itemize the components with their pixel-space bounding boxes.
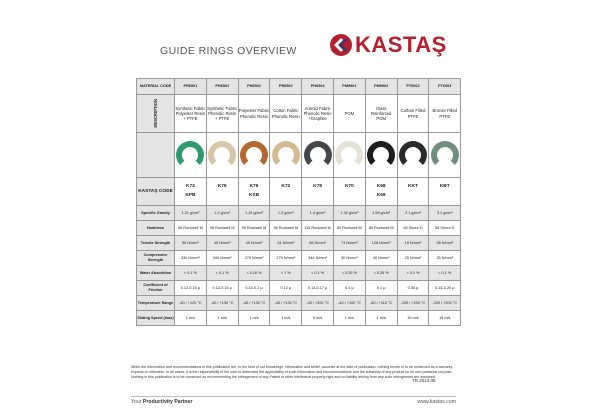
description-cell: Aramid Fabric Phenolic Resin +Graphite [302,95,334,133]
page-title: GUIDE RINGS OVERVIEW [160,45,297,57]
property-value: 1.3 g/cm³ [270,206,302,221]
property-value: 0.12 μ [270,281,302,296]
property-value: 1 m/s [270,311,302,326]
kastas-code-primary: K72 [281,183,291,189]
property-value: 275 N/mm² [270,251,302,266]
property-value: 0.12-0.15 μ [175,281,207,296]
property-value: 65 Shore D [397,221,429,236]
kastas-code-cell [302,178,334,206]
ring-image-cell [238,133,270,178]
property-name: Specific Gravity [137,206,175,221]
property-value: 1.21 g/cm³ [175,206,207,221]
material-code-cell: PM9901 [333,79,365,95]
property-value: -40 / +110 °C [365,296,397,311]
property-value: < 0.1 % [206,266,238,281]
property-value: 1.42 g/cm³ [333,206,365,221]
property-value: 1 m/s [365,311,397,326]
description-cell: Carbon Filled PTFE [397,95,429,133]
kastas-code-primary: KKT [408,183,418,189]
ring-image-row [137,133,461,178]
property-value: 98 Rockwell M [175,221,207,236]
property-value: 19 N/mm² [397,236,429,251]
property-value: 2.1 g/cm³ [397,206,429,221]
property-name: Sliding Speed (max) [137,311,175,326]
guide-ring-image [367,141,395,169]
property-value: 330 N/mm² [175,251,207,266]
footer-url: www.kastas.com [417,399,456,405]
property-value: 1.2 g/cm³ [206,206,238,221]
ring-image-cell [270,133,302,178]
kastas-code-cell [429,178,461,206]
property-value: 3.1 g/cm³ [429,206,461,221]
property-value: 0.1 μ [333,281,365,296]
footer-prefix: Your [131,399,143,405]
kastas-code-primary: K76 [249,183,259,189]
property-name: Compressive Strength [137,251,175,266]
property-value: 0.12-0.15 μ [206,281,238,296]
property-value: 344 N/mm² [302,251,334,266]
guide-ring-image [399,141,427,169]
property-value: 1 m/s [333,311,365,326]
kastas-code-cell [206,178,238,206]
property-value: -40 / +130 °C [206,296,238,311]
guide-ring-image [208,141,236,169]
property-value: < 0.1 % [302,266,334,281]
ring-image-cell [397,133,429,178]
property-value: 1.4 g/cm³ [302,206,334,221]
property-value: 56 N/mm² [302,236,334,251]
property-value: -40 / +120 °C [175,296,207,311]
kastas-code-secondary: K69 [376,193,386,199]
material-code-cell: PH6504 [302,79,334,95]
kastas-code-secondary [429,193,460,199]
brand-name: KASTAŞ [355,32,447,57]
kastas-code-primary: K78 [313,183,322,189]
description-row [137,95,461,133]
ring-image-cell [175,133,207,178]
property-value: -200 / +200 °C [429,296,461,311]
logo-mark-icon [330,34,352,56]
property-value: 5 m/s [302,311,334,326]
property-value: 25 N/mm² [429,251,461,266]
property-value: 85 Rockwell M [365,221,397,236]
disclaimer-notes: While the information and recommendations in this publication are, to the best of our knowledge, information and belief, accurate at the date of publication, nothing herein is to be construed as a warranty, express or otherwise. In all cases, it is the responsibility of the user to determine the applicability of such information and recommendations and the suitability of any product for its own particular purpose. Nothing in this publication is to be construed as recommending the infringement of any Patent or other intellectual property right and no liability arising from any such infringement are assumed. [131,365,453,380]
property-value: 270 N/mm² [238,251,270,266]
material-code-cell: PH6502 [238,79,270,95]
kastas-code-secondary [207,193,238,199]
property-value: 115 Rockwell M [302,221,334,236]
property-value: 51 N/mm² [270,236,302,251]
property-value: 73 N/mm² [333,236,365,251]
property-value: < 1 % [270,266,302,281]
property-value: -40 / +200 °C [302,296,334,311]
kastas-code-secondary [270,193,301,199]
property-row [137,236,461,251]
property-value: 1.15 g/cm³ [238,206,270,221]
property-value: 56 N/mm² [175,236,207,251]
description-cell: POM [333,95,365,133]
material-code-cell: PT6002 [397,79,429,95]
material-code-cell: PR6501 [175,79,207,95]
property-value: < 0.26 % [333,266,365,281]
kastas-code-cell [365,178,397,206]
property-value: 0.10-0.2 μ [238,281,270,296]
description-cell: Synthetic Fabric Phenolic Resin + PTFE [206,95,238,133]
property-value: 28 N/mm² [429,236,461,251]
kastas-code-cell [397,178,429,206]
property-row [137,266,461,281]
property-value: 340 N/mm² [206,251,238,266]
description-cell: Polyester Fabric Phenolic Resin [238,95,270,133]
property-value: 128 N/mm² [365,236,397,251]
property-value: -200 / +200 °C [397,296,429,311]
kastas-code-row [137,178,461,206]
property-name: Water Absorbtion [137,266,175,281]
property-value: 96 Rockwell M [270,221,302,236]
guide-rings-table [136,78,461,326]
material-code-cell: PM9902 [365,79,397,95]
ring-image-label-cell [137,133,175,178]
property-value: 0.08 μ [397,281,429,296]
property-value: 40 N/mm² [365,251,397,266]
description-cell: Synthetic Fabric Polyester Resin + PTFE [175,95,207,133]
property-row [137,221,461,236]
kastas-code-primary: K70 [344,183,354,189]
guide-ring-image [176,141,204,169]
ring-image-cell [333,133,365,178]
property-value: 95 Rockwell M [206,221,238,236]
property-value: < 0.1 % [175,266,207,281]
property-row [137,311,461,326]
footer-tagline: Productivity Partner [142,399,193,405]
description-label: DESCRIPTION [152,99,158,128]
kastas-code-cell [270,178,302,206]
description-cell: Glass Reinforced POM [365,95,397,133]
property-value: < 0.16 % [238,266,270,281]
property-name: Temperature Range [137,296,175,311]
property-value: 15 m/s [429,311,461,326]
property-value: 0.13-0.17 μ [302,281,334,296]
kastas-code-secondary: KPB [185,193,196,199]
description-cell: Bronze Filled PTFE [429,95,461,133]
material-code-label: MATERIAL CODE [137,79,175,95]
kastas-code-primary: K73 [185,183,195,189]
guide-ring-image [272,141,300,169]
property-value: 1 m/s [175,311,207,326]
property-value: -40 / +100 °C [333,296,365,311]
property-row [137,281,461,296]
kastas-code-secondary [302,193,333,199]
ring-image-cell [365,133,397,178]
property-value: -40 / +130 °C [238,296,270,311]
guide-ring-image [240,141,268,169]
property-value: 45 N/mm² [206,236,238,251]
material-code-cell: PR6502 [270,79,302,95]
kastas-code-cell [175,178,207,206]
ring-image-cell [206,133,238,178]
property-value: < 0.26 % [365,266,397,281]
kastas-code-primary: KBT [439,183,450,189]
kastas-code-secondary [398,193,429,199]
guide-ring-image [335,141,363,169]
ring-image-cell [429,133,461,178]
property-value: 1 m/s [238,311,270,326]
kastas-code-primary: K68 [376,183,386,189]
material-code-cell: PH6501 [206,79,238,95]
property-value: 1 m/s [206,311,238,326]
kastas-code-label: KASTAŞ CODE [137,178,175,206]
property-value: < 0.1 % [397,266,429,281]
property-row [137,206,461,221]
property-value: 58 Shore D [429,221,461,236]
kastas-code-cell [238,178,270,206]
property-row [137,251,461,266]
guide-ring-image [431,141,459,169]
property-value: 45 N/mm² [238,236,270,251]
property-value: 95 Rockwell M [238,221,270,236]
kastas-code-secondary [334,193,365,199]
material-code-cell: PT6003 [429,79,461,95]
kastas-code-cell [333,178,365,206]
property-value: < 0.1 % [429,266,461,281]
revision-code: TR.2013.06 [412,378,436,383]
property-value: 25 N/mm² [397,251,429,266]
property-value: 0.15-0.20 μ [429,281,461,296]
property-value: 15 m/s [397,311,429,326]
property-value: 80 Rockwell M [333,221,365,236]
description-label-cell [137,95,175,133]
property-value: 30 N/mm² [333,251,365,266]
ring-image-cell [302,133,334,178]
property-name: Tensile Strength [137,236,175,251]
property-name: Hardness [137,221,175,236]
description-cell: Cotton Fabric Phenolic Resin [270,95,302,133]
property-row [137,296,461,311]
kastas-code-primary: K75 [217,183,227,189]
kastas-code-secondary: KSB [248,193,260,199]
footer [131,396,456,405]
guide-ring-image [304,141,332,169]
material-code-row [137,79,461,95]
property-value: 0.1 μ [365,281,397,296]
property-name: Coefficient of Friction [137,281,175,296]
property-value: 1.59 g/cm³ [365,206,397,221]
property-value: -40 / +130 °C [270,296,302,311]
